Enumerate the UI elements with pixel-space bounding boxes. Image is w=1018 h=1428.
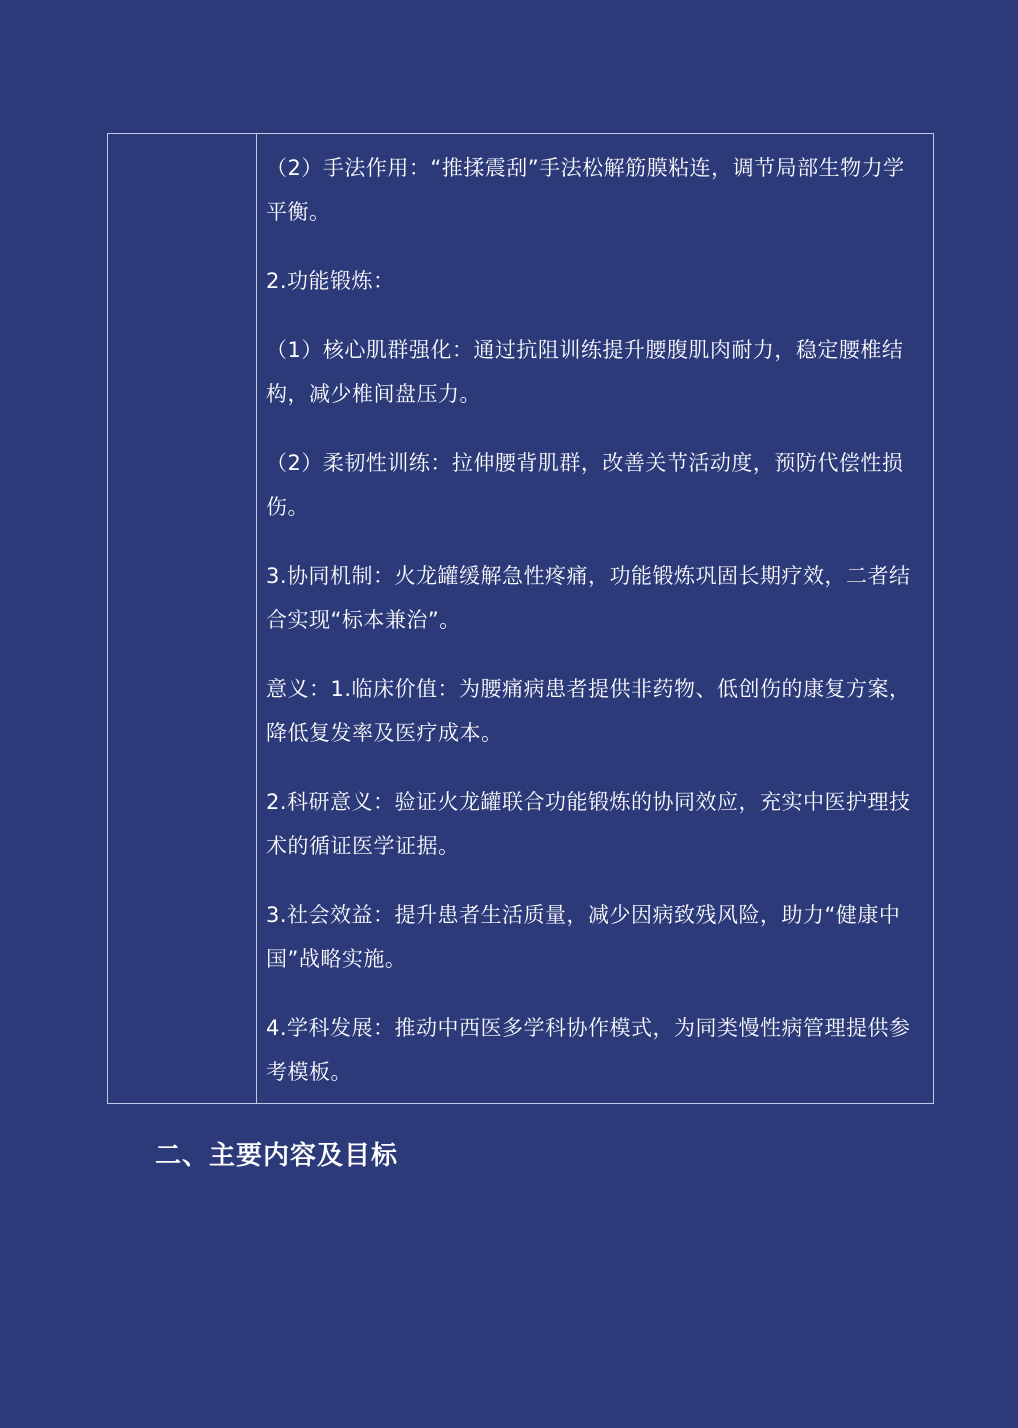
section-heading: 二、主要内容及目标 xyxy=(155,1141,399,1171)
paragraph-research-significance: 2.科研意义：验证火龙罐联合功能锻炼的协同效应，充实中医护理技术的循证医学证据。 xyxy=(266,790,911,858)
paragraph-social-benefit: 3.社会效益：提升患者生活质量，减少因病致残风险，助力“健康中国”战略实施。 xyxy=(266,903,901,971)
table-left-cell xyxy=(108,134,257,1103)
paragraph-clinical-value: 意义：1.临床价值：为腰痛病患者提供非药物、低创伤的康复方案，降低复发率及医疗成本。 xyxy=(266,677,911,745)
paragraph-manipulation-effect: （2）手法作用：“推揉震刮”手法松解筋膜粘连，调节局部生物力学平衡。 xyxy=(266,156,905,224)
paragraph-flexibility: （2）柔韧性训练：拉伸腰背肌群，改善关节活动度，预防代偿性损伤。 xyxy=(266,451,904,519)
paragraph-discipline-development: 4.学科发展：推动中西医多学科协作模式，为同类慢性病管理提供参考模板。 xyxy=(266,1016,911,1084)
paragraph-core-muscle: （1）核心肌群强化：通过抗阻训练提升腰腹肌肉耐力，稳定腰椎结构，减少椎间盘压力。 xyxy=(266,338,904,406)
paragraph-functional-exercise: 2.功能锻炼： xyxy=(266,269,395,293)
paragraph-synergy: 3.协同机制：火龙罐缓解急性疼痛，功能锻炼巩固长期疗效，二者结合实现“标本兼治”。 xyxy=(266,564,911,632)
table-right-cell xyxy=(257,134,933,1103)
content-table xyxy=(107,133,934,1104)
